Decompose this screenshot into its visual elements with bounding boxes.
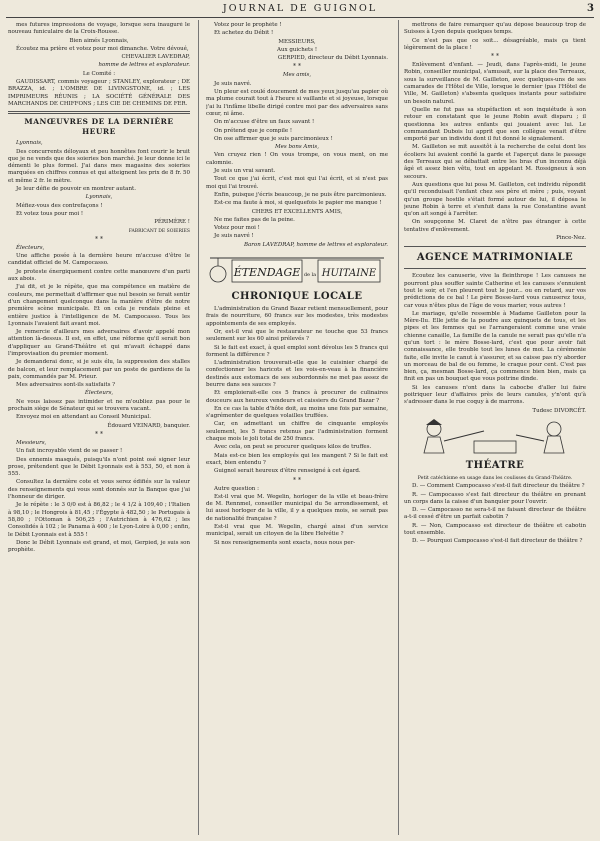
paragraph: Et emploierait-elle ces 5 francs à procurer de culinaires douceurs aux heureux vendeurs et caissiers du Grand Bazar ? [206, 390, 388, 404]
signature: Tudesc DIVORCÉT. [532, 407, 586, 414]
signature: Baron LAVEDRAP, homme de lettres et explorateur. [243, 241, 388, 248]
paragraph: L'administration du Grand Bazar retient mensuellement, pour frais de nourriture, 60 francs sur les modestes, très modestes appointements de ses employés. [206, 306, 388, 327]
paragraph: Consultez la dernière cote et vous serez édifiés sur la valeur des renseignements qui vous sont donnés sur la Banque que j'ai l'honneur de diriger. [8, 479, 190, 501]
paragraph: Donc le Débit Lyonnais est grand, et moi, Gerpied, je suis son prophète. [8, 539, 190, 554]
paragraph: Ne me faites pas de la peine. [214, 216, 295, 223]
paragraph: Le mariage, qu'elle ressemble à Madame Gailleton pour la Mère-Ilu. Elle jette de la poudre aux quinquets de tous, et les pipes et les femmes qui se l'arrangeraient comme une vraie chienne canaille, La famille de la canule ne serait pas qu'elle n'a qu'un tort : le mère Bosse-lard, c'est que pour avoir fait connaissance, elle trouble tout les lunes de moi. La cérémonie faite, elle invite le canut à s'assurer, et sa caisse pas n'y aborder un morceau de bal de ou femme, le craque pour cent. C'est pas bien, ça, mesman Bosse-lard, ça commence bien bien, mais ça finit en pas un bouquet que vous poitrine dinde. [404, 310, 586, 383]
paragraph: M. Gailleton se mit aussitôt à la recherche de celui dont les écoliers lui avaient confié la garde et l'aperçut dans le passage des Terreaux qui se débattait entre les bras d'un inconnu déjà âgé et assez bien vêtu, tout en appelant M. Rossigneux à son secours. [404, 144, 586, 180]
paragraph: Ecoutez les canuserie, vive la fleinthrope ! Les canuses ne pourront plus souffer sainte Catherine et les canuses s'ennuient tout le soir, et l'en pleurent tout le jour... ou en retard, sur vos prédictions de ce bal ! Le père Bosse-lard vous canuserez tous, car vous n'êtes plus de l'âge de vous marier, vous autres ! [404, 273, 586, 309]
signature: PÉRIMÈRE ! [154, 219, 190, 226]
section-title: CHRONIQUE LOCALE [231, 291, 363, 303]
paragraph: Votez pour moi ! [214, 225, 260, 232]
paragraph: Je remercie d'ailleurs mes adversaires d'avoir appelé mon attention là-dessus. Il est, en effet, une réforme qu'il serait bon d'appliquer au Grand-Théâtre et qui m'avait échappé dans l'improvisation du premier moment. [8, 329, 190, 357]
paragraph: Bien aimés Lyonnais, [69, 37, 129, 44]
puppet-head-icon [547, 422, 561, 436]
paragraph: Autre question : [214, 485, 259, 492]
salutation: MESSIEURS, [278, 38, 316, 45]
column-divider [398, 20, 399, 835]
theatre-illustration [404, 417, 586, 457]
stick-icon [516, 435, 544, 441]
paragraph: Si le fait est exact, à quel emploi sont dévolus les 5 francs qui forment la différence ? [206, 344, 388, 358]
paragraph: On prétend que je compile ! [214, 127, 293, 134]
salutation: Mes bons Amis, [275, 144, 319, 151]
signature: Pince-Nez. [556, 235, 586, 242]
paragraph: Car, en admettant un chiffre de cinquante employés seulement, les 5 francs retenus par l'administration forment chaque mois le joli total de 250 francs. [206, 421, 388, 443]
section-title: AGENCE MATRIMONIALE [416, 252, 574, 264]
paragraph: Avec cela, on peut se procurer quelques kilos de truffes. [214, 444, 372, 451]
signature-title: homme de lettres et explorateur. [98, 62, 190, 69]
paragraph: Des concurrents déloyaux et peu honnêtes font courir le bruit que je ne vends que des soieries bon marché. Je leur donne ici le démenti le plus formel. J'ai dans mes magasins des soieries marquées en chiffres connus et qui atteignent les prix de 8 fr. 50 et même 2 fr. le mètre. [8, 148, 190, 184]
journal-title: JOURNAL DE GUIGNOL [222, 3, 378, 14]
salutation: Lyonnais, [16, 140, 43, 147]
paragraph: Ne vous laissez pas intimider et ne m'oubliez pas pour le prochain siège de Sénateur qui se trouvera vacant. [8, 398, 190, 413]
salutation: CHERS ET EXCELLENTS AMIS, [251, 208, 343, 215]
paragraph: J'ai dit, et je le répète, que ma compétence en matière de couleurs, me permettait d'affirmer que nul besoin se ferait sentir d'un changement quelconque dans la manière d'être de notre première scène municipale. Et on cela je rendais pleine et entière justice à l'intelligence de M. Campocasso. Tous les Lyonnais l'avaient fait avant moi. [8, 284, 190, 327]
qa-item: D. — Campocasso ne sera-t-il ne faisant directeur de théâtre a-t-il cessé d'être un parfait cabotin ? [404, 507, 586, 521]
section-rule [404, 246, 586, 247]
paragraph: On ose affirmer que je suis parcimonieux ! [214, 135, 333, 142]
paragraph: mettrons de faire remarquer qu'au dépose beaucoup trop de Suisses à Lyon depuis quelques temps. [404, 22, 586, 36]
paragraph: Un pleur est coulé doucement de mes yeux jusqu'au papier où ma plume courait tout à l'heure si vaillante et si joyeuse, lorsque j'ai lu l'infâme libelle dirigé contre moi par des adversaires sans cœur, ni âme. [206, 89, 388, 117]
paragraph: Est-il vrai que M. Wegelin, horloger de la ville et beau-frère de M. Rennmel, conseiller municipal du 5e arrondissement, et lui aussi horloger de la ville, il y a quelques mois, se serait pas de nationalité française ? [206, 493, 388, 522]
paragraph: Un fait incroyable vient de se passer ! [16, 448, 123, 455]
salutation: Électeurs, [84, 390, 114, 397]
qa-item: D. — Pourquoi Campocasso s'est-il fait directeur de théâtre ? [412, 538, 583, 545]
salutation: Mes amis, [282, 72, 312, 79]
puppet-body-icon [424, 437, 444, 453]
puppets-illustration [404, 417, 586, 457]
page-header [6, 3, 594, 17]
paragraph: Ce n'est pas que ce soit... désagréable, mais ça tient légèrement de la place ! [404, 37, 586, 51]
subtitle: Petit catéchisme en usage dans les coulisses du Grand-Théâtre. [417, 475, 573, 481]
qa-item: D. — Comment Campocasso s'est-il fait directeur du théâtre ? [412, 483, 585, 490]
separator-stars: * * [293, 476, 301, 484]
column-divider [198, 20, 199, 835]
puppet-body-icon [544, 436, 564, 453]
paragraph: En ce cas la table d'hôte doit, au moins une fois par semaine, s'agrémenter de quelques volailles truffées. [206, 405, 388, 420]
signature-title: FABRICANT DE SOIERIES [128, 228, 190, 234]
page-number: 3 [587, 3, 594, 14]
paragraph: Écoutez ma prière et votez pour moi dimanche. Votre dévoué, [16, 45, 189, 52]
section-title: THÉATRE [465, 459, 525, 471]
paragraph: Enlèvement d'enfant. — Jeudi, dans l'après-midi, le jeune Robin, conseiller municipal, s'amusait, sur la place des Terreaux, sous la surveillance de M. Gailleton, avec quelques-uns de ses camarades de l'Hôtel de Ville, lorsque le dernier (pas l'Hôtel de Ville, M. Gailleton) s'absenta quelques instants pour satisfaire un besoin naturel. [404, 62, 586, 105]
paragraph: Quelle ne fut pas sa stupéfaction et son inquiétude à son retour en constatant que le jeune Robin avait disparu ; il questionna les autres enfants qui jouaient avec lui. Le commandant Dubois lui apprit que son collègue venait d'être emporté par un individu dont il fut donné le signalement. [404, 106, 586, 143]
stick-icon [444, 431, 484, 441]
section-rule [8, 111, 190, 114]
separator-stars: * * [293, 63, 301, 71]
section-title: MANŒUVRES DE LA DERNIÈRE HEURE [24, 117, 174, 137]
signature: GERPIED, directeur du Débit Lyonnais. [277, 55, 388, 62]
vignette-word: HUITAINE [321, 268, 377, 280]
paragraph: On m'accuse d'être un faux savant ! [214, 119, 315, 126]
qa-item: R. — Campocasso s'est fait directeur du théâtre en prenant un corps dans la caisse d'un banquier pour l'ouvrir. [404, 491, 586, 505]
hat-icon [426, 419, 442, 425]
qa-item: R. — Non, Campocasso est directeur de théâtre et cabotin tout ensemble. [404, 522, 586, 537]
salutation: Messieurs, [16, 439, 47, 446]
paragraph: Guignol serait heureux d'être renseigné à cet égard. [214, 468, 361, 475]
separator-stars: * * [95, 235, 103, 243]
clothesline-illustration [206, 252, 388, 288]
signature: CHEVALIER LAVEDRAP, [121, 54, 190, 61]
separator-stars: * * [95, 430, 103, 438]
paragraph: L'administration trouverait-elle que le cuisinier chargé de confectionner les haricots et les vois-en-veau à la financière destinés aux estomacs de ses subordonnés ne met pas assez de beurre dans ses sauces ? [206, 360, 388, 388]
paragraph: Est-il vrai que M. Wegelin, chargé ainsi d'un service municipal, serait un citoyen de la libre Helvétie ? [206, 524, 388, 538]
paragraph: Si les canuses n'ont dans la cabocbe d'aller lui faire poitriquer leur d'affaires près de leurs canules, y'n'ont qu'à s'adresser dans le rue coquy à de marrons. [404, 384, 586, 406]
column-2 [206, 22, 388, 834]
salutation: Lyonnais, [85, 194, 113, 201]
paragraph: Des ennemis masqués, puisqu'ils n'ont point osé signer leur prose, prétendent que le Débit Lyonnais est à 553, 50, et non à 555. [8, 456, 190, 478]
paragraph: On soupçonne M. Claret de n'être pas étranger à cette tentative d'enlèvement. [404, 219, 586, 233]
paragraph: Je le répète : le 3 0/0 est à 86,82 ; le 4 1/2 à 109,40 ; l'Italien à 98,10 ; le Hongrois à 81,45 ; l'Égypte à 482,50 ; le Portugais à 58,80 ; l'Ottoman à 506,25 ; l'Autrichien à 476,62 ; les Consolidés à 102 ; le Panama à 400 ; le Lyon-Loire à 0,00 ; enfin, le Débit Lyonnais est à 555 ! [8, 502, 190, 538]
paragraph: Mes adversaires sont-ils satisfaits ? [16, 382, 116, 389]
paragraph: Tout ce que j'ai écrit, c'est moi qui l'ai écrit, et si n'est pas moi qui l'ai trouvé. [206, 176, 388, 190]
paragraph: Aux questions que lui posa M. Gailleton, cet individu répondit qu'il reconduisait l'enfant chez ses père et mère ; puis, voyant qu'un groupe hostile s'était formé autour de lui, il déposa le jeune Robin à terre et s'enfuit dans la rue Constantine avant qu'on ait songé à l'arrêter. [404, 181, 586, 218]
paragraph: Je suis navré. [214, 80, 252, 87]
committee-label: Le Comité : [82, 70, 116, 77]
paragraph: mes futures impressions de voyage, lorsque sera inauguré le nouveau funiculaire de la Croix-Rousse. [8, 22, 190, 36]
paragraph: Je suis navré ! [214, 233, 254, 240]
section-rule [404, 268, 586, 269]
vignette-word: ÉTENDAGE [233, 266, 301, 280]
chest-icon [474, 441, 516, 453]
paragraph: Or, est-il vrai que le restaurateur ne touche que 53 francs seulement sur les 60 ainsi prélevés ? [206, 328, 388, 343]
paragraph: Je demanderai donc, si je suis élu, la suppression des stalles de balcon, et leur remplacement par un poste de gardiens de la paix, commandés par M. Prieur. [8, 359, 190, 380]
header-rule [6, 17, 594, 18]
committee-text: GAUDISSART, commis voyageur ; STANLEY, explorateur ; DE BRAZZA, id. ; L'OMBRE DE LIVINGSTONE, id. ; LES IMPRIMEURS RÉUNIS ; LA SOCIÉTÉ GÉNÉRALE DES MARCHANDS DE CHIFFONS ; LES CIE DE CHEMINS DE FER. [8, 79, 190, 107]
paragraph: Si nos renseignements sont exacts, nous nous per- [214, 539, 356, 546]
column-3 [404, 22, 586, 834]
signature: Édouard VEINARD, banquier. [107, 422, 190, 429]
paragraph: Je suis un vrai savant. [214, 168, 276, 175]
paragraph: Est-ce ma faute à moi, si quelquefois le papier me manque ! [214, 200, 382, 207]
paragraph: Méfiez-vous des contrefaçons ! [16, 202, 103, 209]
paragraph: Envoyez moi en attendant au Conseil Municipal. [16, 414, 151, 421]
salutation: Électeurs, [16, 244, 45, 251]
paragraph: Et achetez du Débit ! [214, 30, 274, 37]
paragraph: Ven cruyez rien ! On vous trompe, on vous ment, on me calomnie. [206, 152, 388, 166]
figure-icon [210, 266, 226, 282]
paragraph: Je proteste énergiquement contre cette manœuvre d'un parti aux abois. [8, 268, 190, 283]
etendage-vignette [206, 252, 388, 288]
separator-stars: * * [491, 53, 499, 61]
column-1 [8, 22, 190, 834]
paragraph: Et votez tous pour moi ! [16, 210, 84, 217]
paragraph: Mais est-ce bien les employés qui les mangent ? Si le fait est exact, bien entendu ? [206, 452, 388, 466]
vignette-small: de la [303, 272, 317, 279]
paragraph: Une affiche posée à la dernière heure m'accuse d'être le candidat officiel de M. Campocasso. [8, 253, 190, 267]
paragraph: Aux guichets ! [276, 46, 318, 53]
paragraph: Votez pour le prophète ! [214, 22, 282, 28]
paragraph: Enfin, puisque j'écris beaucoup, je ne puis être parcimonieux. [214, 191, 387, 198]
paragraph: Je leur défie de pouvoir en montrer autant. [16, 186, 136, 193]
